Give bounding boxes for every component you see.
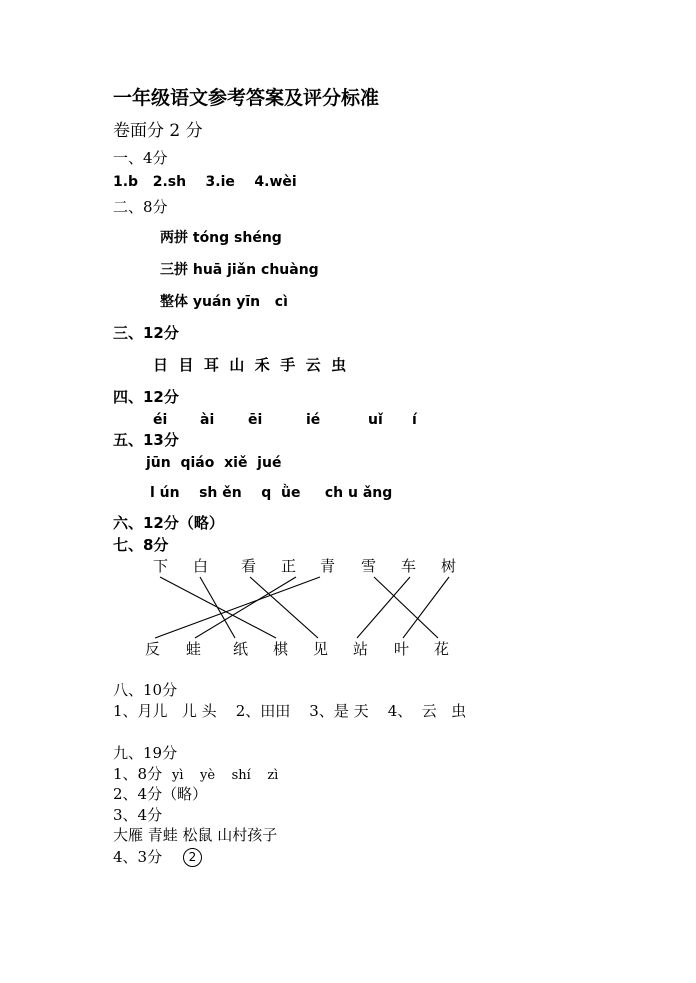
section-4-answer-3: ēi <box>248 412 263 428</box>
match-bottom-3: 纸 <box>233 640 249 658</box>
match-bottom-5: 见 <box>313 640 329 658</box>
section-5-row-2: l ún sh ěn q ǜe ch u ǎng <box>150 485 393 501</box>
paper-neatness-score: 卷面分 2 分 <box>113 121 203 141</box>
match-line-kan-wa <box>195 577 296 638</box>
section-2-row-2: 三拼 huā jiǎn chuàng <box>160 262 319 278</box>
circled-number-answer: 2 <box>183 848 202 867</box>
match-bottom-2: 蛙 <box>186 640 202 658</box>
section-9-q4: 4、3分 <box>113 848 163 866</box>
match-bottom-6: 站 <box>353 640 369 658</box>
match-top-7: 车 <box>401 557 417 575</box>
section-4-answer-4: ié <box>306 412 321 428</box>
match-line-shu-ye <box>403 577 449 638</box>
section-9-heading: 九、19分 <box>113 744 178 762</box>
section-8-answers: 1、月儿 儿 头 2、田田 3、是 天 4、 云 虫 <box>113 702 467 720</box>
section-1-answers: 1.b 2.sh 3.ie 4.wèi <box>113 174 297 190</box>
section-7-heading: 七、8分 <box>113 536 169 554</box>
match-top-2: 白 <box>193 557 209 575</box>
section-4-answer-5: uǐ <box>368 412 383 428</box>
match-line-zheng-jian <box>250 577 318 638</box>
page-title: 一年级语文参考答案及评分标准 <box>113 87 380 109</box>
section-4-answer-2: ài <box>200 412 215 428</box>
section-6-heading: 六、12分（略） <box>113 514 224 532</box>
section-3-heading: 三、12分 <box>113 324 179 342</box>
section-9-q2: 2、4分（略） <box>113 785 208 803</box>
section-4-answer-1: éi <box>153 412 168 428</box>
section-9-q3: 3、4分 <box>113 806 163 824</box>
match-bottom-7: 叶 <box>394 640 410 658</box>
section-4-heading: 四、12分 <box>113 388 179 406</box>
section-9-q1-pinyin: yì yè shí zì <box>172 768 279 783</box>
section-2-heading: 二、8分 <box>113 198 168 216</box>
section-5-row-1: jūn qiáo xiě jué <box>146 455 282 471</box>
match-top-8: 树 <box>441 557 457 575</box>
section-5-heading: 五、13分 <box>113 431 179 449</box>
match-top-6: 雪 <box>361 557 377 575</box>
match-bottom-1: 反 <box>145 640 161 658</box>
match-line-qing-fan <box>155 577 320 638</box>
section-9-q1-label: 1、8分 <box>113 765 163 783</box>
match-line-bai-zhi <box>200 577 235 638</box>
section-9-q3-answer: 大雁 青蛙 松鼠 山村孩子 <box>113 826 278 844</box>
section-8-heading: 八、10分 <box>113 681 178 699</box>
section-1-heading: 一、4分 <box>113 149 168 167</box>
match-top-3: 看 <box>241 557 257 575</box>
section-2-row-3: 整体 yuán yīn cì <box>160 294 288 310</box>
match-bottom-4: 棋 <box>273 640 289 658</box>
section-4-answer-6: í <box>412 412 417 428</box>
match-top-5: 青 <box>320 557 336 575</box>
section-2-row-1: 两拼 tóng shéng <box>160 230 282 246</box>
section-3-answers: 日 目 耳 山 禾 手 云 虫 <box>153 356 347 374</box>
match-top-1: 下 <box>153 557 169 575</box>
match-bottom-8: 花 <box>434 640 450 658</box>
match-top-4: 正 <box>281 557 297 575</box>
